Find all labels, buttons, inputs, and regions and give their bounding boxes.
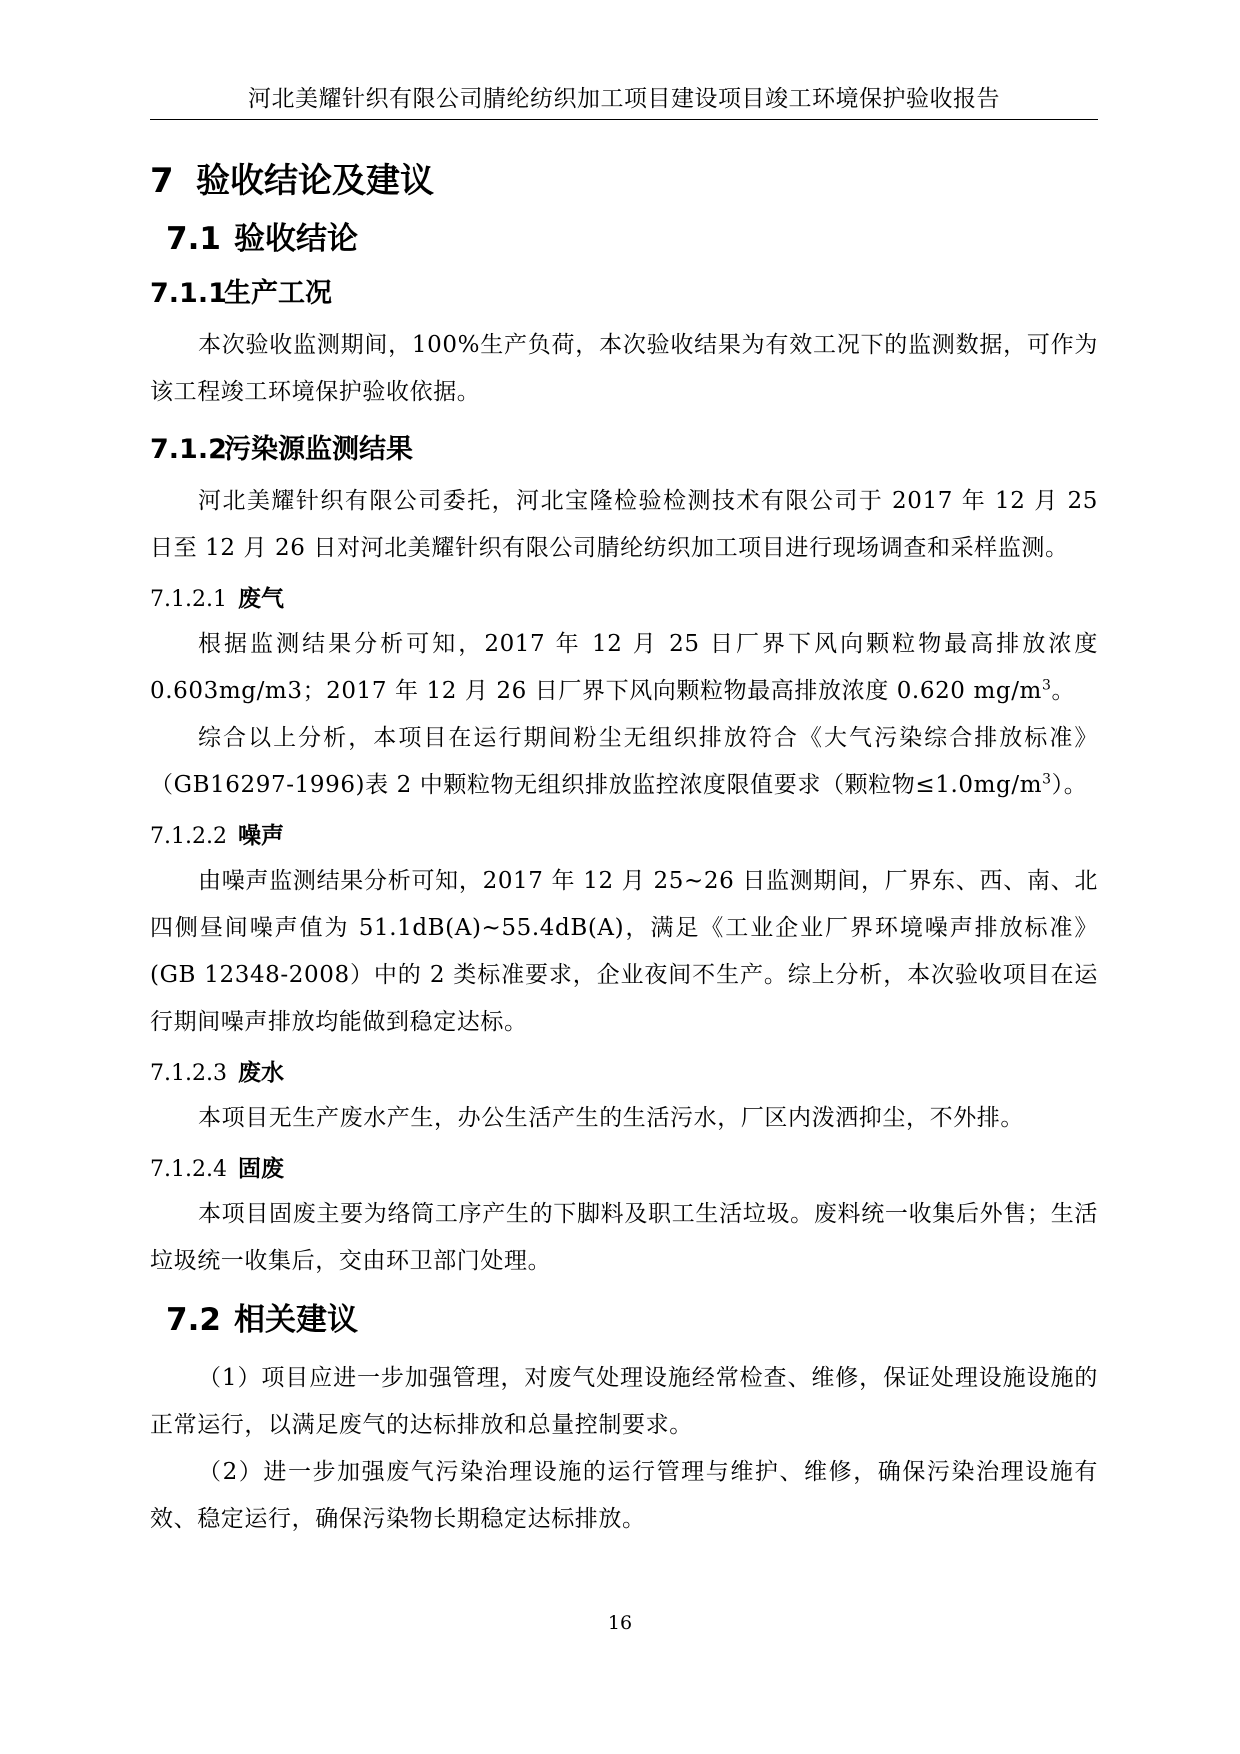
paragraph: （1）项目应进一步加强管理，对废气处理设施经常检查、维修，保证处理设施设施的正常运行，以满足废气的达标排放和总量控制要求。 bbox=[150, 1365, 1098, 1438]
section-number: 7.1.1 bbox=[150, 278, 227, 309]
paragraph bbox=[150, 715, 1098, 809]
section-7-1-2-heading bbox=[150, 430, 1098, 470]
section-title: 验收结论 bbox=[234, 221, 358, 257]
paragraph: 本项目固废主要为络筒工序产生的下脚料及职工生活垃圾。废料统一收集后外售；生活垃圾统一收集后，交由环卫部门处理。 bbox=[150, 1201, 1098, 1274]
section-number: 7.1.2.2 bbox=[150, 824, 227, 849]
section-number: 7.1.2 bbox=[150, 434, 227, 465]
section-7-1-heading bbox=[166, 218, 1098, 260]
running-header: 河北美耀针织有限公司腈纶纺织加工项目建设项目竣工环境保护验收报告 bbox=[248, 86, 1000, 112]
chapter-heading bbox=[150, 158, 1098, 204]
paragraph: 河北美耀针织有限公司委托，河北宝隆检验检测技术有限公司于 2017 年 12 月 25 日至 12 月 26 日对河北美耀针织有限公司腈纶纺织加工项目进行现场调查和采样监测。 bbox=[150, 488, 1098, 561]
paragraph bbox=[150, 621, 1098, 715]
section-7-1-2-1-heading bbox=[150, 582, 1098, 617]
section-7-1-2-4-heading bbox=[150, 1152, 1098, 1187]
superscript: 3 bbox=[1042, 771, 1052, 788]
text-run: 综合以上分析，本项目在运行期间粉尘无组织排放符合《大气污染综合排放标准》（GB16297-1996)表 2 中颗粒物无组织排放监控浓度限值要求（颗粒物≤1.0mg/m bbox=[150, 725, 1098, 798]
chapter-number: 7 bbox=[150, 161, 174, 201]
text-run: 。 bbox=[1051, 678, 1076, 704]
text-run: 根据监测结果分析可知，2017 年 12 月 25 日厂界下风向颗粒物最高排放浓度 0.603mg/m3；2017 年 12 月 26 日厂界下风向颗粒物最高排放浓度 0.620 mg/m bbox=[150, 631, 1098, 704]
section-7-1-1-heading bbox=[150, 274, 1098, 314]
paragraph: 由噪声监测结果分析可知，2017 年 12 月 25~26 日监测期间，厂界东、西、南、北四侧昼间噪声值为 51.1dB(A)~55.4dB(A)，满足《工业企业厂界环境噪声排放标准》(GB 12348-2008）中的 2 类标准要求，企业夜间不生产。综上分析，本次验收项目在运行期间噪声排放均能做到稳定达标。 bbox=[150, 868, 1098, 1035]
superscript: 3 bbox=[1041, 677, 1052, 694]
section-number: 7.1 bbox=[166, 221, 221, 257]
chapter-title: 验收结论及建议 bbox=[196, 161, 434, 201]
section-7-1-2-3-heading bbox=[150, 1056, 1098, 1091]
section-number: 7.2 bbox=[166, 1302, 221, 1338]
section-number: 7.1.2.3 bbox=[150, 1061, 227, 1086]
paragraph: 本项目无生产废水产生，办公生活产生的生活污水，厂区内泼洒抑尘，不外排。 bbox=[198, 1105, 1024, 1131]
section-title: 固废 bbox=[238, 1156, 284, 1182]
section-7-2-heading bbox=[166, 1299, 1098, 1341]
paragraph: （2）进一步加强废气污染治理设施的运行管理与维护、维修，确保污染治理设施有效、稳定运行，确保污染物长期稳定达标排放。 bbox=[150, 1459, 1098, 1532]
section-number: 7.1.2.4 bbox=[150, 1157, 227, 1182]
section-title: 生产工况 bbox=[224, 278, 332, 309]
section-title: 废气 bbox=[238, 586, 284, 612]
page-number: 16 bbox=[607, 1612, 633, 1634]
section-title: 废水 bbox=[238, 1060, 284, 1086]
text-run: ）。 bbox=[1051, 772, 1088, 798]
section-title: 污染源监测结果 bbox=[224, 434, 413, 465]
section-number: 7.1.2.1 bbox=[150, 587, 227, 612]
page-content bbox=[150, 150, 1098, 1543]
header-rule bbox=[150, 119, 1098, 120]
section-7-1-2-2-heading bbox=[150, 819, 1098, 854]
paragraph: 本次验收监测期间，100%生产负荷，本次验收结果为有效工况下的监测数据，可作为该工程竣工环境保护验收依据。 bbox=[150, 332, 1098, 405]
section-title: 噪声 bbox=[238, 823, 284, 849]
section-title: 相关建议 bbox=[234, 1302, 358, 1338]
